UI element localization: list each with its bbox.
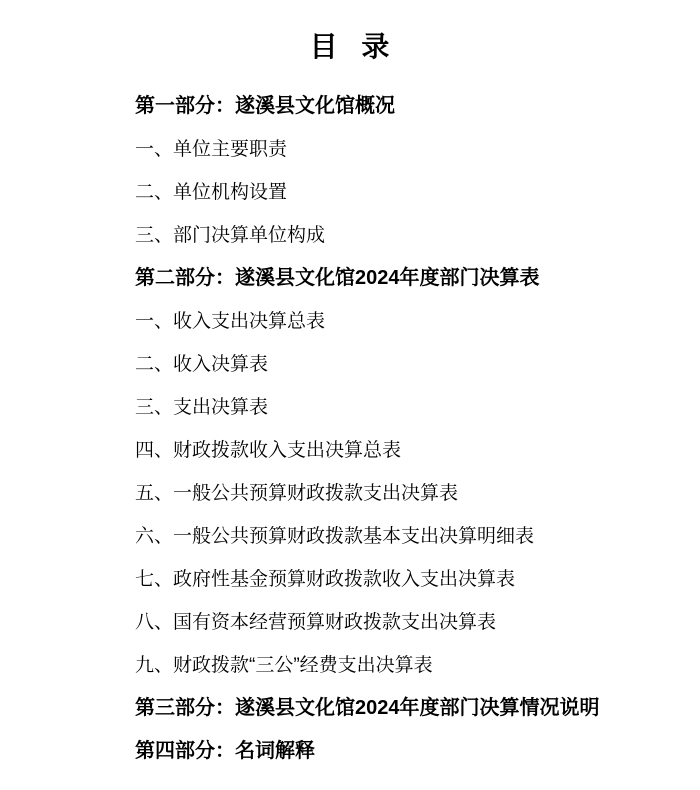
toc-entry-item: 二、收入决算表 [135,354,269,375]
toc-entry-item: 二、单位机构设置 [135,182,288,203]
toc-entry-part: 第四部分：名词解释 [135,740,315,762]
toc-entry-item: 一、收入支出决算总表 [135,311,326,332]
toc-entry-item: 三、支出决算表 [135,397,269,418]
toc-entry-part: 第三部分：遂溪县文化馆2024年度部门决算情况说明 [135,697,600,719]
toc-entry-part: 第二部分：遂溪县文化馆2024年度部门决算表 [135,267,540,289]
toc-entry-item: 三、部门决算单位构成 [135,225,326,246]
toc-entry-item: 八、国有资本经营预算财政拨款支出决算表 [135,612,497,633]
toc-list [135,85,700,773]
toc-entry-item: 五、一般公共预算财政拨款支出决算表 [135,483,459,504]
toc-entry-item: 一、单位主要职责 [135,139,288,160]
page-title: 目 录 [309,31,391,62]
toc-entry-item: 六、一般公共预算财政拨款基本支出决算明细表 [135,526,535,547]
toc-entry-item: 七、政府性基金预算财政拨款收入支出决算表 [135,569,516,590]
toc-entry-part: 第一部分：遂溪县文化馆概况 [135,95,395,117]
toc-entry-item: 四、财政拨款收入支出决算总表 [135,440,402,461]
toc-entry-item: 九、财政拨款“三公”经费支出决算表 [135,655,433,676]
